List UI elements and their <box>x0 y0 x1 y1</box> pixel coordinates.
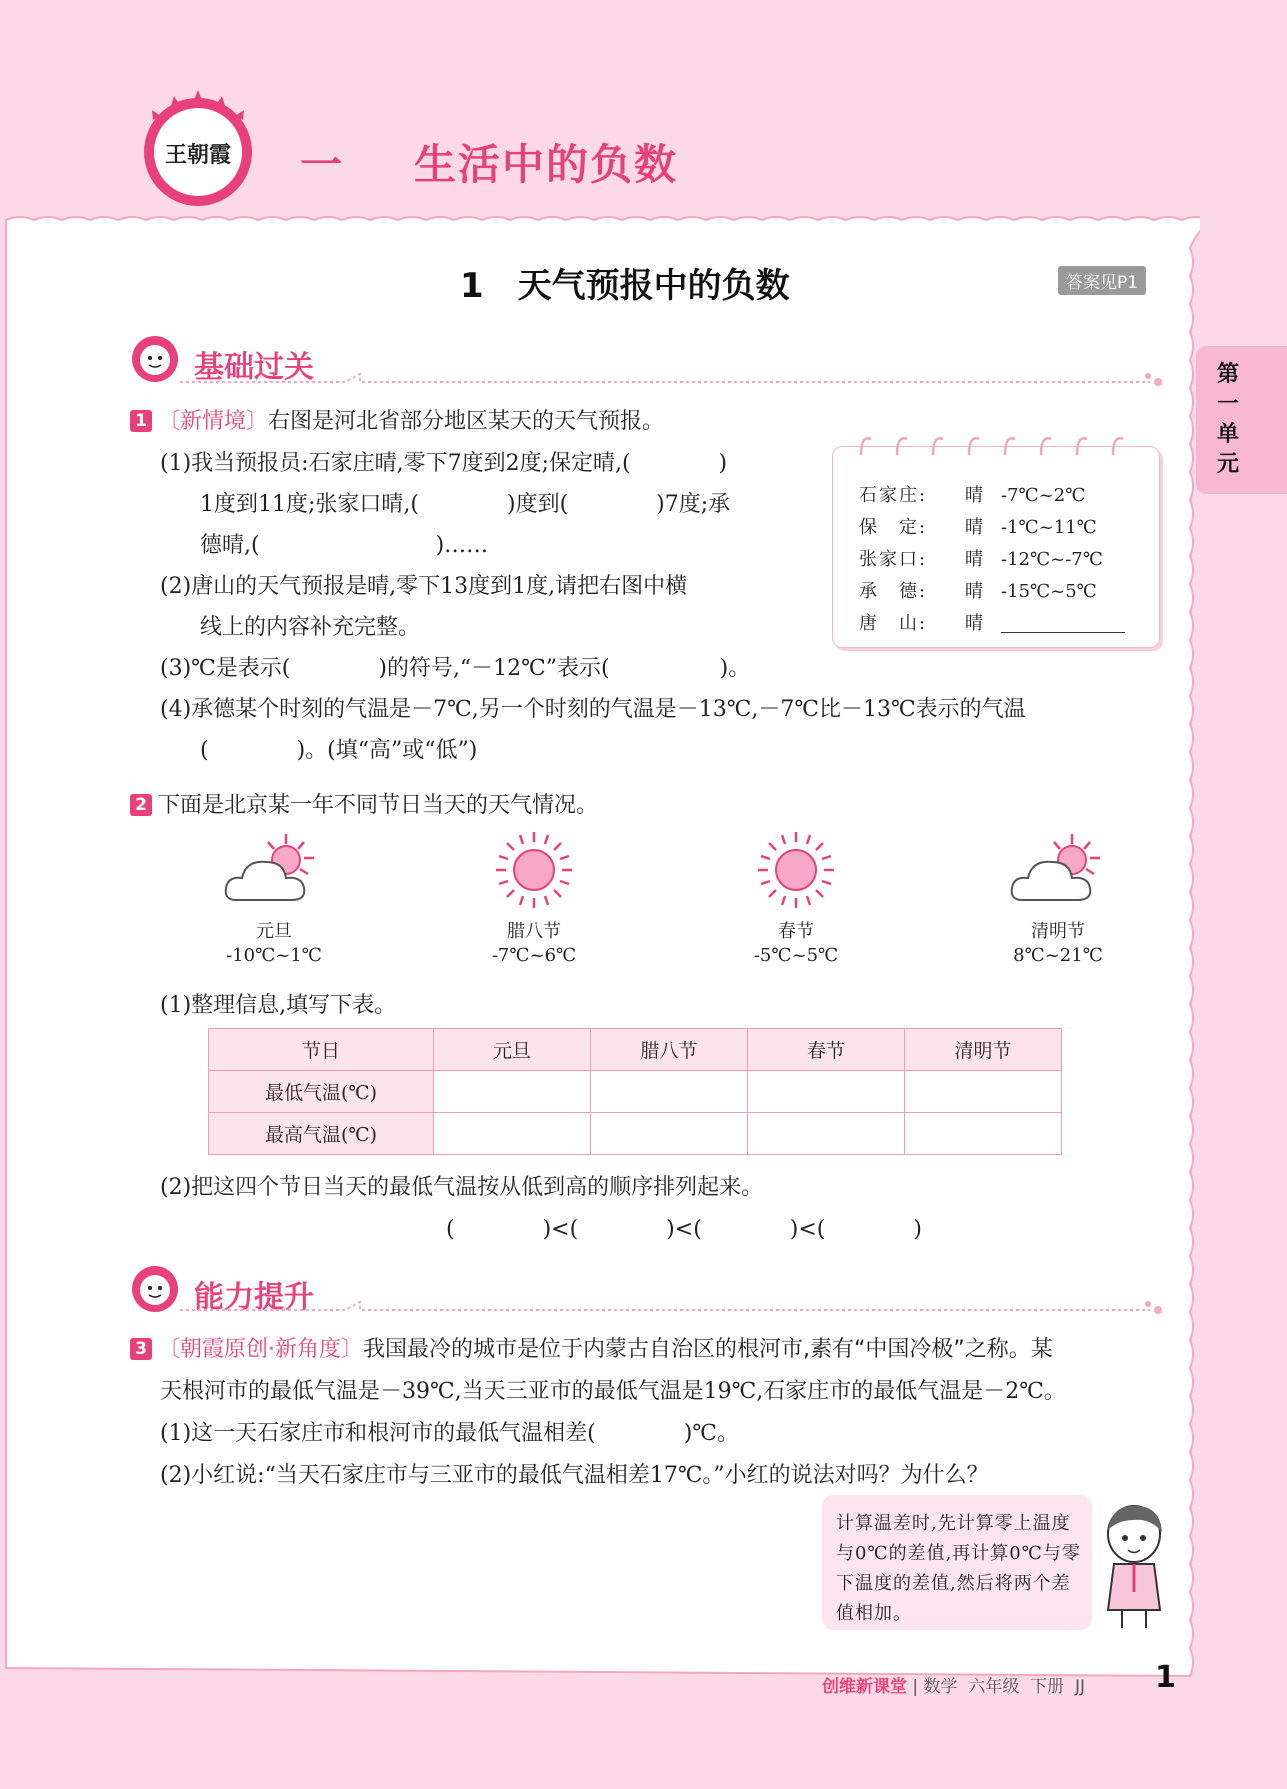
q1-line-1: (1)我当预报员:石家庄晴,零下7度到2度;保定晴,( ) <box>160 451 728 476</box>
forecast-row: 石家庄: 晴 -7℃~2℃ <box>859 485 1086 506</box>
answer-badge: 答案见P1 <box>1058 266 1146 295</box>
q3-number: 3 <box>130 1338 152 1360</box>
student-character-icon <box>1098 1500 1170 1630</box>
table-answer-cell[interactable] <box>591 1071 748 1113</box>
q1-line-5: 线上的内容补充完整。 <box>200 615 421 640</box>
q3-sub1: (1)这一天石家庄市和根河市的最低气温相差( )℃。 <box>160 1421 739 1446</box>
section-underline <box>180 1300 1170 1320</box>
footer-brand: 创维新课堂 <box>822 1677 907 1697</box>
q1-line-7: (4)承德某个时刻的气温是－7℃,另一个时刻的气温是－13℃,－7℃比－13℃表示的气温 <box>160 697 1026 722</box>
table-row-label: 最低气温(℃) <box>209 1071 434 1113</box>
logo-text: 王朝霞 <box>164 142 232 168</box>
forecast-row: 保 定: 晴 -1℃~11℃ <box>859 517 1097 538</box>
notebook-rings-icon <box>853 431 1143 461</box>
side-tab-label: 第一单元 <box>1216 362 1239 477</box>
q3-sub2: (2)小红说:“当天石家庄市与三亚市的最低气温相差17℃。”小红的说法对吗？为什么？ <box>160 1463 989 1488</box>
table-header-cell: 春节 <box>748 1029 905 1071</box>
q2-title: 下面是北京某一年不同节日当天的天气情况。 <box>158 793 599 818</box>
brand-logo-icon <box>138 90 258 210</box>
holiday-temp-table <box>208 1028 1062 1155</box>
q3-title-line <box>130 1332 1053 1363</box>
table-header-cell: 腊八节 <box>591 1029 748 1071</box>
q2-title-line <box>130 788 598 819</box>
forecast-row: 唐 山: 晴 <box>859 609 1125 635</box>
q3-title: 我国最冷的城市是位于内蒙古自治区的根河市,素有“中国冷极”之称。某 <box>363 1337 1053 1362</box>
table-header-cell: 元旦 <box>434 1029 591 1071</box>
q1-line-3: 德晴,( )…… <box>200 533 489 558</box>
section-underline <box>180 372 1170 392</box>
table-header-cell: 清明节 <box>905 1029 1062 1071</box>
section-title-basic: 基础过关 <box>194 350 314 385</box>
q1-number: 1 <box>130 410 152 432</box>
partly-cloudy-icon <box>222 830 326 908</box>
table-answer-cell[interactable] <box>434 1071 591 1113</box>
tangshan-answer-blank[interactable] <box>1001 614 1125 633</box>
q1-line-8: ( )。(填“高”或“低”) <box>200 738 478 763</box>
holiday-label: 春节 -5℃~5℃ <box>753 921 839 966</box>
unit-number: 一 <box>300 140 345 189</box>
holiday-label: 腊八节 -7℃~6℃ <box>491 921 577 966</box>
sun-icon <box>494 830 574 910</box>
holiday-label: 清明节 8℃~21℃ <box>1013 921 1103 966</box>
side-tab <box>1196 346 1287 494</box>
q2-order-line: ( )<( )<( )<( ) <box>446 1217 922 1242</box>
lesson-title: 1 天气预报中的负数 <box>460 266 790 306</box>
page-number: 1 <box>1155 1660 1176 1695</box>
sun-icon <box>756 830 836 910</box>
hint-text: 计算温差时,先计算零上温度与0℃的差值,再计算0℃与零下温度的差值,然后将两个差值相加。 <box>836 1513 1081 1624</box>
table-answer-cell[interactable] <box>748 1071 905 1113</box>
table-header-cell: 节日 <box>209 1029 434 1071</box>
q2-sub1: (1)整理信息,填写下表。 <box>160 993 397 1018</box>
hint-bubble <box>822 1495 1092 1630</box>
table-answer-cell[interactable] <box>905 1113 1062 1155</box>
q1-tag: 〔新情境〕 <box>158 409 269 434</box>
unit-name: 生活中的负数 <box>414 140 679 189</box>
q3-tag: 〔朝霞原创·新角度〕 <box>158 1337 363 1362</box>
section-title-advanced: 能力提升 <box>194 1280 314 1315</box>
table-answer-cell[interactable] <box>905 1071 1062 1113</box>
table-answer-cell[interactable] <box>434 1113 591 1155</box>
q2-sub2: (2)把这四个节日当天的最低气温按从低到高的顺序排列起来。 <box>160 1175 764 1200</box>
q1-line-2: 1度到11度;张家口晴,( )度到( )7度;承 <box>200 492 731 517</box>
q1-title: 右图是河北省部分地区某天的天气预报。 <box>268 409 665 434</box>
q3-line-2: 天根河市的最低气温是－39℃,当天三亚市的最低气温是19℃,石家庄市的最低气温是－2℃。 <box>160 1379 1066 1404</box>
forecast-row: 承 德: 晴 -15℃~5℃ <box>859 581 1097 602</box>
footer: 创维新课堂 | 数学 六年级 下册 JJ <box>822 1677 1086 1697</box>
partly-cloudy-icon <box>1008 830 1112 908</box>
q1-line-6: (3)℃是表示( )的符号,“－12℃”表示( )。 <box>160 656 751 681</box>
table-row <box>209 1113 1062 1155</box>
forecast-row: 张家口: 晴 -12℃~-7℃ <box>859 549 1103 570</box>
table-row <box>209 1071 1062 1113</box>
table-row-label: 最高气温(℃) <box>209 1113 434 1155</box>
forecast-card <box>832 446 1160 648</box>
table-answer-cell[interactable] <box>748 1113 905 1155</box>
table-row <box>209 1029 1062 1071</box>
unit-title <box>300 132 678 192</box>
q1-title-line <box>130 404 664 435</box>
q2-number: 2 <box>130 794 152 816</box>
holiday-label: 元旦 -10℃~1℃ <box>226 921 322 966</box>
mascot-icon <box>126 334 184 384</box>
table-answer-cell[interactable] <box>591 1113 748 1155</box>
q1-line-4: (2)唐山的天气预报是晴,零下13度到1度,请把右图中横 <box>160 574 688 599</box>
mascot-icon <box>126 1264 184 1314</box>
